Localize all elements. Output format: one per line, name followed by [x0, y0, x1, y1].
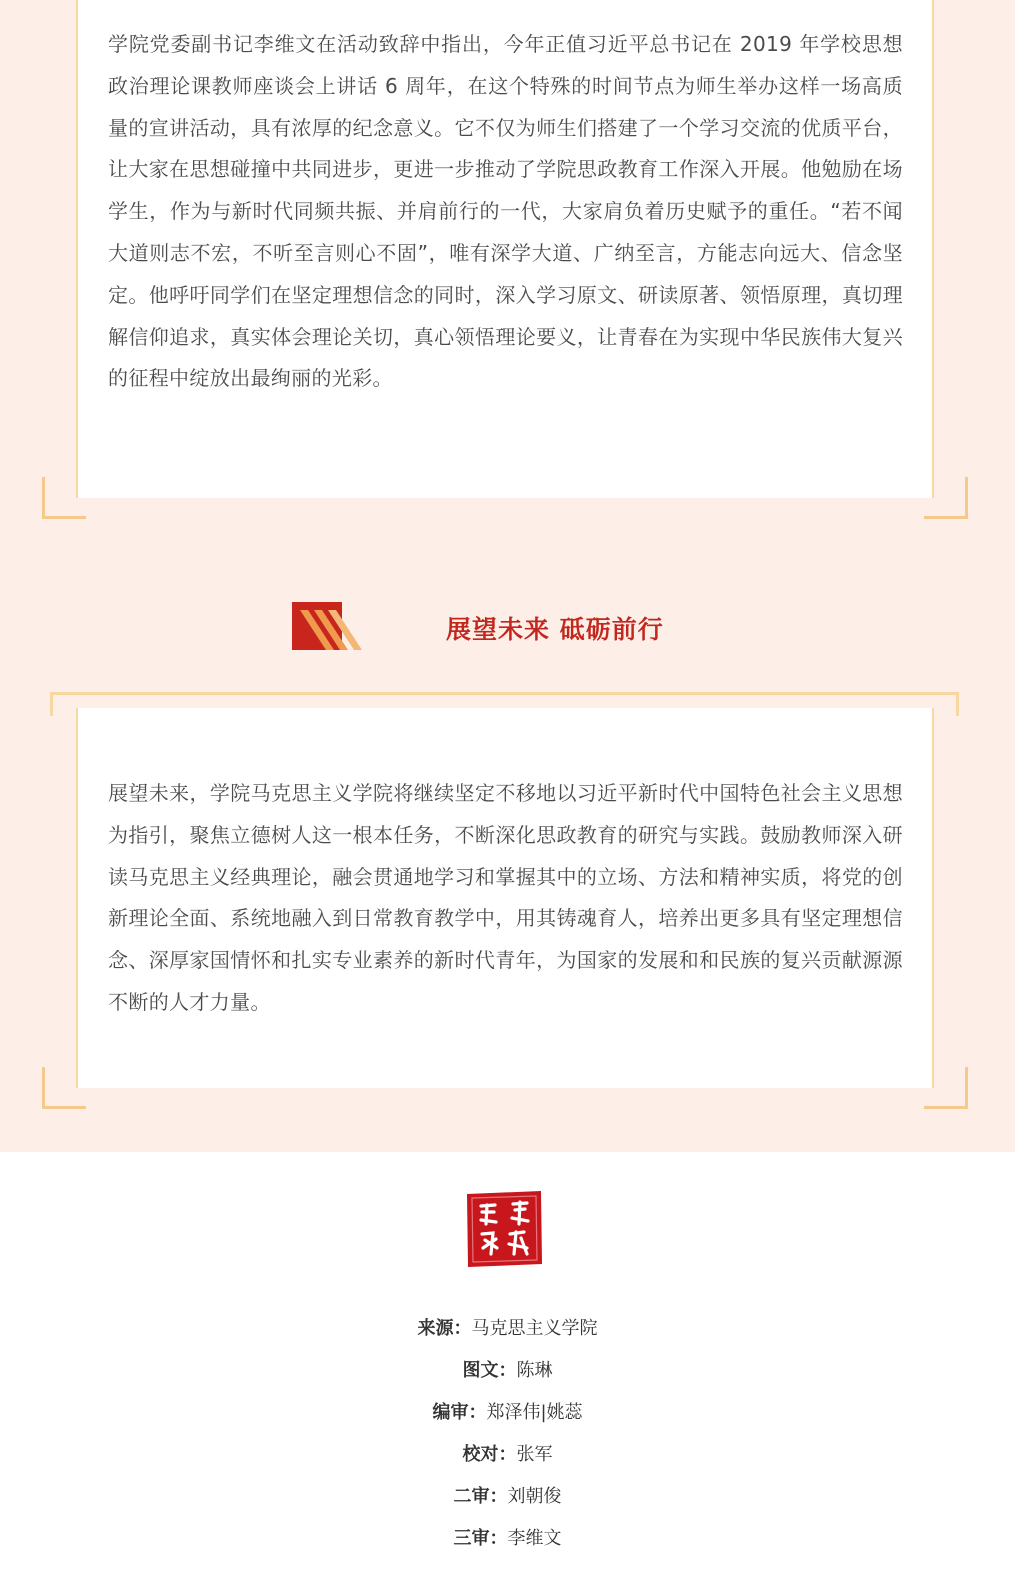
- frame-corner-bottom-right: [924, 1067, 968, 1109]
- section-heading: [292, 602, 752, 654]
- credit-second-review: 二审：刘朝俊: [453, 1486, 562, 1507]
- section1-paragraph: 学院党委副书记李维文在活动致辞中指出，今年正值习近平总书记在 2019 年学校思想政治理论课教师座谈会上讲话 6 周年，在这个特殊的时间节点为师生举办这样一场高质量的宣讲活动，具有浓厚的纪念意义。它不仅为师生们搭建了一个学习交流的优质平台，让大家在思想碰撞中共同进步，更进一步推动了学院思政教育工作深入开展。他勉励在场学生，作为与新时代同频共振、并肩前行的一代，大家肩负着历史赋予的重任。“若不闻大道则志不宏，不听至言则心不固”，唯有深学大道、广纳至言，方能志向远大、信念坚定。他呼吁同学们在坚定理想信念的同时，深入学习原文、研读原著、领悟原理，真切理解信仰追求，真实体会理论关切，真心领悟理论要义，让青春在为实现中华民族伟大复兴的征程中绽放出最绚丽的光彩。: [108, 32, 903, 391]
- section2-paragraph: 展望未来，学院马克思主义学院将继续坚定不移地以习近平新时代中国特色社会主义思想为指引，聚焦立德树人这一根本任务，不断深化思政教育的研究与实践。鼓励教师深入研读马克思主义经典理论，融会贯通地学习和掌握其中的立场、方法和精神实质，将党的创新理论全面、系统地融入到日常教育教学中，用其铸魂育人，培养出更多具有坚定理想信念、深厚家国情怀和扎实专业素养的新时代青年，为国家的发展和和民族的复兴贡献源源不断的人才力量。: [108, 781, 903, 1014]
- credit-source: 来源：马克思主义学院: [417, 1318, 598, 1339]
- content-card-1: [76, 0, 934, 498]
- credits-block: [0, 1308, 1015, 1560]
- frame-corner-bottom-left: [42, 477, 86, 519]
- section-title: 展望未来 砥砺前行: [446, 615, 664, 644]
- frame-corner-bottom-right: [924, 477, 968, 519]
- content-card-2: [76, 708, 934, 1088]
- college-seal-logo: [463, 1188, 545, 1270]
- credit-editor: 编审：郑泽伟|姚蕊: [432, 1402, 583, 1423]
- frame-corner-bottom-left: [42, 1067, 86, 1109]
- stripes-icon: [292, 602, 364, 652]
- credit-author: 图文：陈琳: [462, 1360, 553, 1381]
- credit-proofreader: 校对：张军: [462, 1444, 553, 1465]
- credit-third-review: 三审：李维文: [453, 1528, 562, 1549]
